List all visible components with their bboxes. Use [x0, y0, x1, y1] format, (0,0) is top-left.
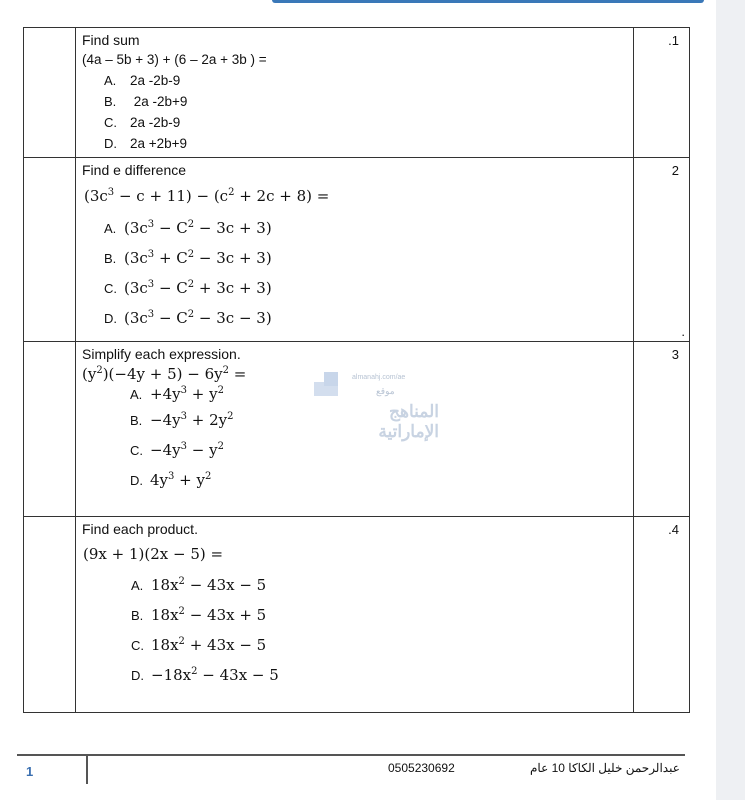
question-title-4: Find each product. — [82, 521, 198, 537]
option-2a: A. $(3c^3 - C^2 - 3c + 3)$ — [104, 219, 272, 237]
option-text: 2a -2b+9 — [130, 94, 188, 109]
option-3c: C. $-4y^3 - y^2$ — [130, 441, 224, 459]
question-row-2 — [24, 158, 690, 342]
option-2b: B. $(3c^3 + C^2 - 3c + 3)$ — [104, 249, 272, 267]
question-number-2: 2 . — [634, 158, 690, 342]
question-title-2: Find e difference — [82, 162, 187, 178]
answer-cell-1 — [24, 28, 76, 158]
question-cell-3 — [76, 342, 634, 517]
question-equation-1: (4a – 5b + 3) + (6 – 2a + 3b ) = — [82, 52, 267, 67]
option-1b — [82, 91, 627, 112]
page-number: 1 — [26, 764, 34, 779]
question-title-1: Find sum — [82, 32, 140, 48]
question-number-3: 3 — [634, 342, 690, 517]
question-row-3 — [24, 342, 690, 517]
option-4d: D. $-18x^2 - 43x - 5$ — [131, 666, 279, 684]
question-equation-4: (9x + 1)(2x − 5) = — [83, 545, 224, 563]
option-text: 2a +2b+9 — [130, 136, 188, 151]
question-cell-1 — [76, 28, 634, 158]
stray-mark: . — [681, 324, 685, 339]
footer-separator — [86, 756, 88, 784]
option-letter: D. — [104, 136, 117, 151]
option-4a: A. $18x^2 - 43x - 5$ — [131, 576, 267, 594]
answer-cell-4 — [24, 517, 76, 713]
watermark-arabic-small: موقع — [376, 386, 395, 396]
question-row-1 — [24, 28, 690, 158]
page-margin-strip — [716, 0, 745, 800]
question-number-4: .4 — [634, 517, 690, 713]
footer-phone: 0505230692 — [388, 761, 455, 775]
option-1d — [82, 133, 627, 154]
top-accent-bar — [272, 0, 704, 3]
option-3a: A. $+4y^3 + y^2$ — [130, 385, 224, 403]
option-letter: A. — [104, 73, 117, 88]
option-4c: C. $18x^2 + 43x - 5$ — [131, 636, 267, 654]
question-cell-2 — [76, 158, 634, 342]
option-letter: C. — [104, 115, 117, 130]
option-text: 2a -2b-9 — [130, 115, 181, 130]
question-row-4 — [24, 517, 690, 713]
question-equation-3: $(y^2)(-4y + 5) - 6y^2$ = — [82, 365, 247, 383]
watermark-url: almanahj.com/ae — [352, 374, 406, 381]
answer-cell-2 — [24, 158, 76, 342]
question-equation-2: $(3c^3 - c + 11) - (c^2 + 2c + 8)$ = — [84, 187, 330, 205]
option-2c: C. $(3c^3 - C^2 + 3c + 3)$ — [104, 279, 272, 297]
option-3b: B. $-4y^3 + 2y^2$ — [130, 411, 234, 429]
option-3d: D. $4y^3 + y^2$ — [130, 471, 212, 489]
footer-author: عبدالرحمن خليل الكاكا 10 عام — [530, 761, 680, 775]
option-4b: B. $18x^2 - 43x + 5$ — [131, 606, 267, 624]
footer-divider — [17, 754, 685, 756]
question-number-1: .1 — [634, 28, 690, 158]
option-1a — [82, 70, 627, 91]
option-1c — [82, 112, 627, 133]
option-2d: D. $(3c^3 - C^2 - 3c - 3)$ — [104, 309, 272, 327]
question-title-3: Simplify each expression. — [82, 346, 241, 362]
question-cell-4 — [76, 517, 634, 713]
watermark-arabic: المناهج الإماراتية — [378, 402, 439, 441]
answer-cell-3 — [24, 342, 76, 517]
option-letter: B. — [104, 94, 117, 109]
questions-table — [23, 27, 690, 713]
option-text: 2a -2b-9 — [130, 73, 181, 88]
